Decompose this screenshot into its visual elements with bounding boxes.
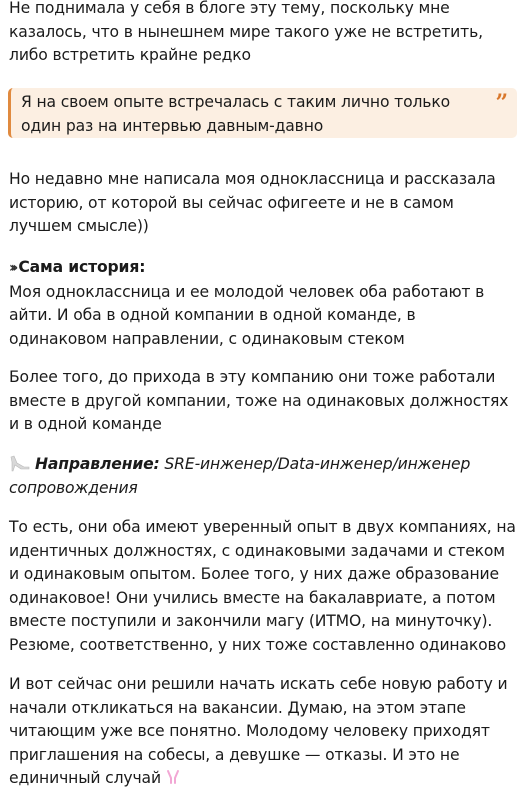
closing-quote-icon: ” — [495, 90, 508, 116]
quote-text: Я на своем опыте встречалась с таким лично только один раз на интервью давным-давно — [21, 93, 450, 135]
story-paragraph — [9, 256, 517, 351]
double-chevron-icon: ››› — [9, 260, 15, 276]
direction-label: Направление: — [35, 455, 160, 473]
intro-paragraph: Не поднимала у себя в блоге эту тему, поскольку мне казалось, что в нынешнем мире такого уже не встретить, либо встретить крайне редко — [9, 0, 483, 65]
job-search-text: И вот сейчас они решили начать искать себе новую работу и начали откликаться на вакансии. Думаю, на этом этапе читающим уже все понятно. Молодому человеку приходят приглашения на собесы, а девушке — отказы. И это не единичный случай — [9, 675, 508, 788]
high-heel-shoe-icon — [9, 454, 31, 472]
story-text: Моя одноклассница и ее молодой человек оба работают в айти. И оба в одной компании в одной команде, в одинаковом направлении, с одинаковым стеком — [9, 282, 485, 348]
context-paragraph: Но недавно мне написала моя одноклассница и рассказала историю, от которой вы сейчас офигеете и не в самом лучшем смысле)) — [9, 170, 496, 236]
job-search-paragraph — [9, 673, 517, 791]
story-heading: Сама история: — [18, 258, 146, 276]
cocktail-glass-icon — [165, 769, 181, 785]
direction-value: SRE-инженер/Data-инженер/инженер сопровождения — [9, 455, 471, 497]
previous-job-paragraph: Более того, до прихода в эту компанию они тоже работали вместе в другой компании, тоже на одинаковых должностях и в одной команде — [9, 368, 509, 434]
blockquote — [8, 88, 517, 138]
comparison-paragraph: То есть, они оба имеют уверенный опыт в двух компаниях, на идентичных должностях, с одинаковыми задачами и стеком и одинаковым опытом. Более того, у них даже образование одинаковое! Они учились вместе на бакалавриате, а потом вместе поступили и закончили магу (ИТМО, на минуточку). Резюме, соответственно, у них тоже составленно одинаково — [9, 518, 516, 654]
direction-paragraph — [9, 453, 517, 500]
